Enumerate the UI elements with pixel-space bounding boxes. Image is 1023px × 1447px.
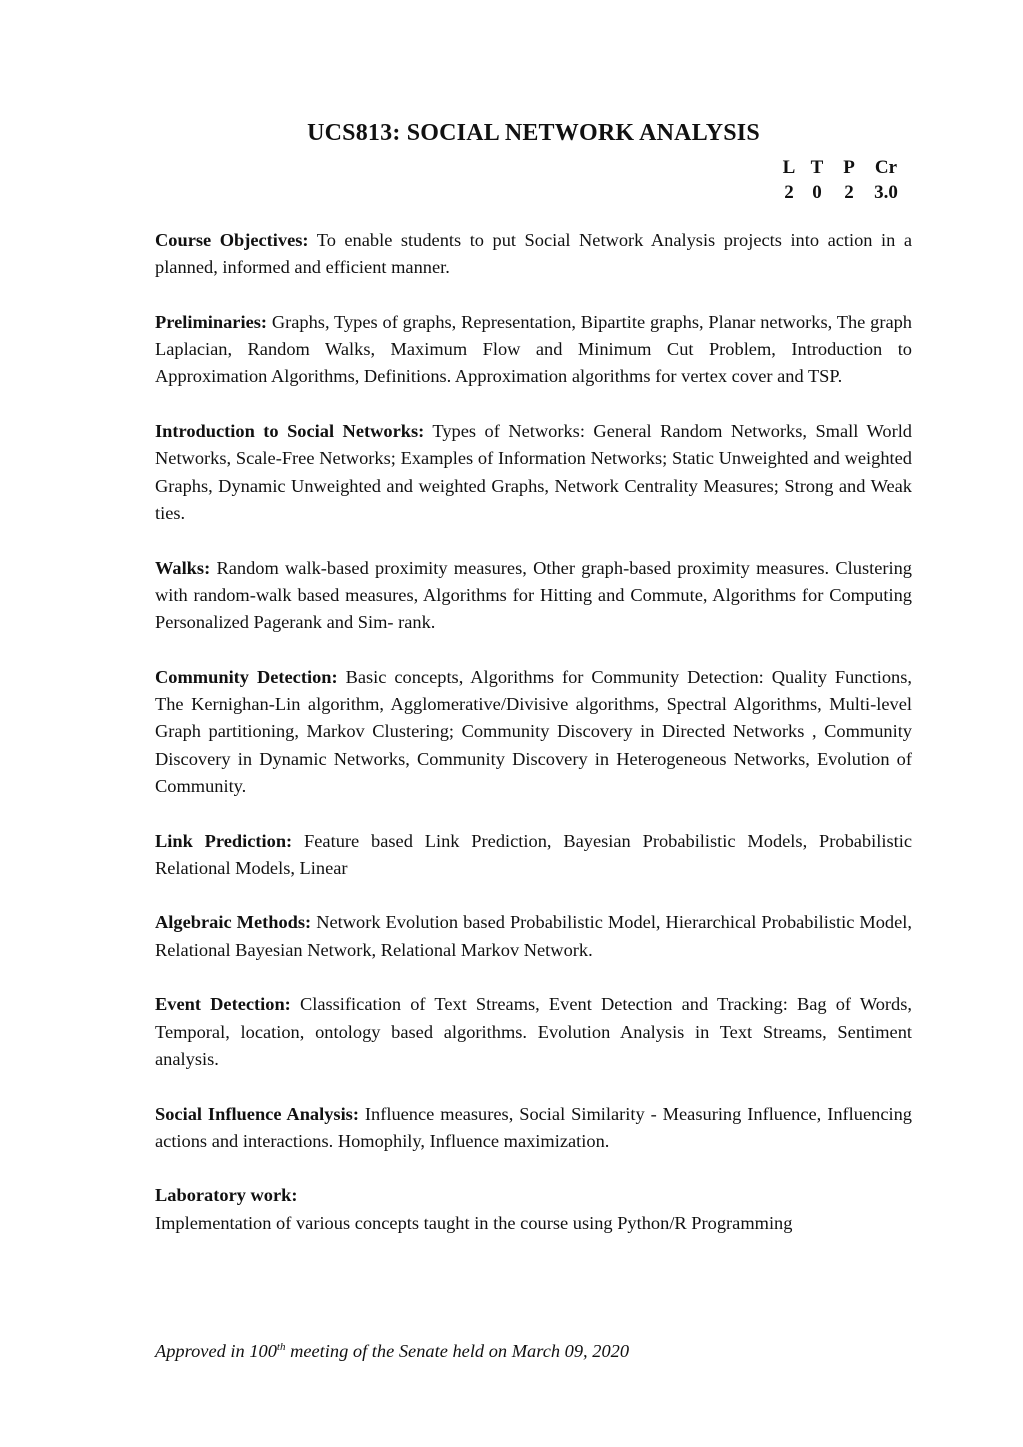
section-walks [155, 555, 912, 637]
section-heading: Community Detection: [155, 666, 338, 687]
section-heading: Course Objectives: [155, 230, 309, 250]
ltpc-header-row [778, 155, 908, 180]
section-heading: Algebraic Methods: [155, 912, 312, 933]
ltpc-value-row [778, 180, 908, 205]
section-text: Types of Networks: General Random Networks, Small World Networks, Scale-Free Networks; Examples of Information Networks; Static Unweighted and weighted Graphs, Dynamic Unweighted and weighted Graphs, Network Centrality Measures; Strong and Weak ties. [155, 421, 912, 523]
ltpc-header-p: P [843, 156, 855, 178]
ltpc-header-t: T [810, 156, 824, 178]
section-heading: Link Prediction: [155, 830, 293, 851]
section-laboratory-work [155, 1182, 912, 1237]
section-social-influence-analysis [155, 1101, 912, 1156]
syllabus-content [155, 227, 912, 1264]
section-link-prediction [155, 828, 912, 883]
section-course-objectives [155, 227, 912, 282]
section-text: Influence measures, Social Similarity - Measuring Influence, Influencing actions and interactions. Homophily, Influence maximization. [155, 1103, 912, 1151]
ltpc-value-p: 2 [844, 181, 854, 203]
section-preliminaries [155, 309, 912, 391]
section-text: Graphs, Types of graphs, Representation, Bipartite graphs, Planar networks, The graph Laplacian, Random Walks, Maximum Flow and Minimum Cut Problem, Introduction to Approximation Algorithms, Definitions. Approximation algorithms for vertex cover and TSP. [155, 311, 912, 387]
section-algebraic-methods [155, 909, 912, 964]
section-heading: Introduction to Social Networks: [155, 421, 425, 442]
section-heading: Event Detection: [155, 994, 291, 1015]
section-text: To enable students to put Social Network Analysis projects into action in a planned, informed and efficient manner. [155, 230, 912, 278]
ltpc-value-l: 2 [784, 181, 794, 203]
ltpc-value-t: 0 [812, 181, 822, 203]
section-text: Classification of Text Streams, Event Detection and Tracking: Bag of Words, Temporal, location, ontology based algorithms. Evolution Analysis in Text Streams, Sentiment analysis. [155, 994, 913, 1069]
ltpc-table [778, 155, 908, 205]
approval-footer [155, 1338, 629, 1365]
ltpc-header-cr: Cr [874, 156, 898, 178]
section-text: Random walk-based proximity measures, Other graph-based proximity measures. Clustering with random-walk based measures, Algorithms for Hitting and Commute, Algorithms for Computing Personalized Pagerank and Sim- rank. [155, 557, 912, 633]
course-title: UCS813: SOCIAL NETWORK ANALYSIS [307, 120, 760, 146]
section-heading: Preliminaries: [155, 311, 268, 332]
section-text: Implementation of various concepts taught in the course using Python/R Programming [155, 1212, 793, 1233]
footer-superscript: th [276, 1341, 286, 1353]
ltpc-header-l: L [782, 156, 796, 178]
section-heading: Walks: [155, 557, 211, 578]
section-text: Feature based Link Prediction, Bayesian Probabilistic Models, Probabilistic Relational Models, Linear [155, 830, 912, 878]
section-text: Network Evolution based Probabilistic Model, Hierarchical Probabilistic Model, Relational Bayesian Network, Relational Markov Network. [155, 912, 912, 960]
section-event-detection [155, 991, 912, 1073]
section-heading: Laboratory work: [155, 1185, 298, 1206]
footer-suffix: meeting of the Senate held on March 09, 2020 [285, 1341, 630, 1361]
section-community-detection [155, 664, 912, 800]
section-heading: Social Influence Analysis: [155, 1103, 359, 1124]
section-text: Basic concepts, Algorithms for Community Detection: Quality Functions, The Kernighan-Lin algorithm, Agglomerative/Divisive algorithms, Spectral Algorithms, Multi-level Graph partitioning, Markov Clustering; Community Discovery in Directed Networks , Community Discovery in Dynamic Networks, Community Discovery in Heterogeneous Networks, Evolution of Community. [155, 666, 912, 796]
footer-prefix: Approved in 100 [155, 1341, 277, 1361]
section-introduction-to-social-networks [155, 418, 912, 527]
ltpc-value-cr: 3.0 [874, 181, 898, 203]
